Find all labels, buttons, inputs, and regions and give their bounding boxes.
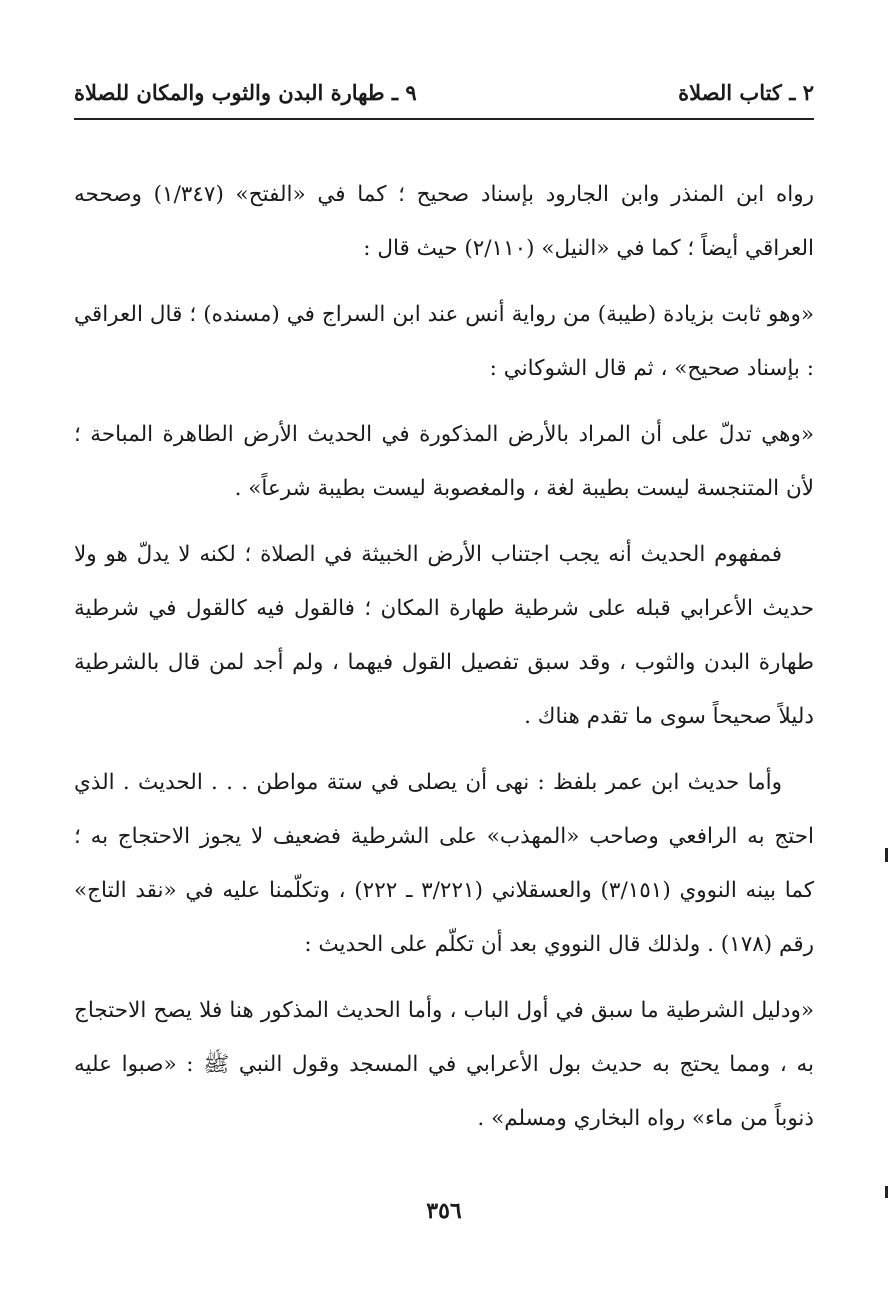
header-section: ٩ ـ طهارة البدن والثوب والمكان للصلاة bbox=[74, 80, 417, 105]
paragraph-1: رواه ابن المنذر وابن الجارود بإسناد صحيح ؛ كما في «الفتح» (١/٣٤٧) وصححه العراقي أيضاً ؛ كما في «النيل» (٢/١١٠) حيث قال : bbox=[74, 182, 814, 261]
paragraph-gap bbox=[74, 744, 814, 756]
page-number: ٣٥٦ bbox=[426, 1198, 462, 1224]
header-divider bbox=[74, 118, 814, 120]
paragraph-6-quote: «ودليل الشرطية ما سبق في أول الباب ، وأما الحديث المذكور هنا فلا يصح الاحتجاج به ، ومما يحتج به حديث بول الأعرابي في المسجد وقول النبي ﷺ : «صبوا عليه ذنوباً من ماء» رواه البخاري ومسلم» . bbox=[74, 998, 814, 1131]
running-header bbox=[74, 76, 814, 110]
paragraph-gap bbox=[74, 516, 814, 528]
paragraph-3-quote: «وهي تدلّ على أن المراد بالأرض المذكورة في الحديث الأرض الطاهرة المباحة ؛ لأن المتنجسة ليست بطيبة لغة ، والمغصوبة ليست بطيبة شرعاً» . bbox=[74, 422, 814, 501]
paragraph-5: وأما حديث ابن عمر بلفظ : نهى أن يصلى في ستة مواطن . . . الحديث . الذي احتج به الرافعي وصاحب «المهذب» على الشرطية فضعيف لا يجوز الاحتجاج به ؛ كما بينه النووي (٣/١٥١) والعسقلاني (٣/٢٢١ ـ ٢٢٢) ، وتكلّمنا عليه في «نقد التاج» رقم (١٧٨) . ولذلك قال النووي بعد أن تكلّم على الحديث : bbox=[74, 770, 814, 957]
paragraph-4: فمفهوم الحديث أنه يجب اجتناب الأرض الخبيثة في الصلاة ؛ لكنه لا يدلّ هو ولا حديث الأعرابي قبله على شرطية طهارة المكان ؛ فالقول فيه كالقول في شرطية طهارة البدن والثوب ، وقد سبق تفصيل القول فيهما ، ولم أجد لمن قال بالشرطية دليلاً صحيحاً سوى ما تقدم هناك . bbox=[74, 542, 814, 729]
body-text bbox=[74, 168, 814, 1146]
paragraph-2-quote: «وهو ثابت بزيادة (طيبة) من رواية أنس عند ابن السراج في (مسنده) ؛ قال العراقي : بإسناد صحيح» ، ثم قال الشوكاني : bbox=[74, 302, 814, 381]
paragraph-gap bbox=[74, 972, 814, 984]
paragraph-gap bbox=[74, 276, 814, 288]
paragraph-gap bbox=[74, 396, 814, 408]
header-chapter: ٢ ـ كتاب الصلاة bbox=[678, 80, 814, 105]
